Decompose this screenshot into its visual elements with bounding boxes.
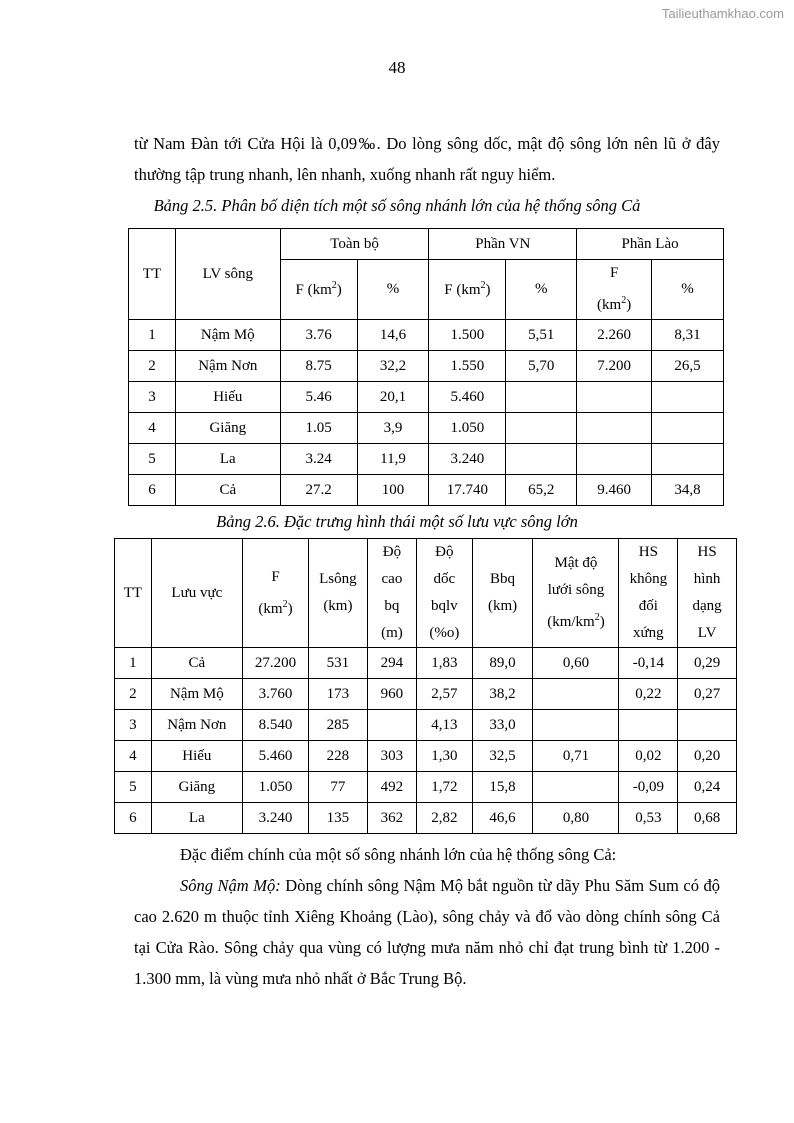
- cell-length: 228: [309, 741, 368, 772]
- cell-tt: 3: [129, 382, 176, 413]
- section-intro: Đặc điểm chính của một số sông nhánh lớn của hệ thống sông Cả:: [180, 845, 617, 864]
- cell-tt: 1: [129, 320, 176, 351]
- cell-width: 32,5: [472, 741, 533, 772]
- cell-slope: 1,72: [417, 772, 473, 803]
- cell-pct_total: 100: [357, 475, 429, 506]
- table2-header-basin: Lưu vực: [151, 539, 242, 648]
- table-row: [129, 351, 724, 382]
- table-row: [115, 710, 737, 741]
- cell-f: 27.200: [242, 648, 308, 679]
- cell-f_total: 1.05: [280, 413, 357, 444]
- cell-f_total: 27.2: [280, 475, 357, 506]
- table-row: [115, 772, 737, 803]
- cell-name: Nậm Nơn: [175, 351, 280, 382]
- cell-pct_lao: [652, 382, 724, 413]
- cell-name: Hiếu: [175, 382, 280, 413]
- cell-f_vn: 5.460: [429, 382, 506, 413]
- cell-shape: 0,20: [678, 741, 737, 772]
- cell-height: 960: [367, 679, 416, 710]
- table2-caption: Bảng 2.6. Đặc trưng hình thái một số lưu vực sông lớn: [216, 512, 578, 531]
- cell-pct_total: 14,6: [357, 320, 429, 351]
- table1-header-f-lao: F $(km^2)$: [577, 260, 652, 320]
- cell-height: 492: [367, 772, 416, 803]
- cell-pct_lao: [652, 444, 724, 475]
- watermark-text: Tailieuthamkhao.com: [661, 6, 784, 21]
- table1-header-tt: TT: [129, 229, 176, 320]
- cell-width: 38,2: [472, 679, 533, 710]
- cell-height: 303: [367, 741, 416, 772]
- cell-slope: 1,30: [417, 741, 473, 772]
- table1-header-pct-vn: %: [506, 260, 577, 320]
- cell-f_vn: 3.240: [429, 444, 506, 475]
- cell-width: 46,6: [472, 803, 533, 834]
- cell-pct_total: 3,9: [357, 413, 429, 444]
- table-row: [115, 803, 737, 834]
- table1-header-pct-total: %: [357, 260, 429, 320]
- table2-header-height: Độ cao bq (m): [367, 539, 416, 648]
- table1-caption: Bảng 2.5. Phân bố diện tích một số sông nhánh lớn của hệ thống sông Cả: [153, 196, 641, 215]
- nam-mo-paragraph: [134, 870, 720, 994]
- cell-f_total: 3.76: [280, 320, 357, 351]
- cell-f_total: 5.46: [280, 382, 357, 413]
- table2-header-asymmetry: HS không đối xứng: [619, 539, 678, 648]
- cell-density: 0,60: [533, 648, 619, 679]
- cell-shape: 0,29: [678, 648, 737, 679]
- cell-length: 531: [309, 648, 368, 679]
- cell-f: 1.050: [242, 772, 308, 803]
- table-row: [129, 413, 724, 444]
- table-row: [129, 444, 724, 475]
- cell-f: 5.460: [242, 741, 308, 772]
- cell-name: Nậm Mộ: [175, 320, 280, 351]
- cell-pct_lao: 8,31: [652, 320, 724, 351]
- cell-tt: 4: [129, 413, 176, 444]
- table2-header-length: Lsông (km): [309, 539, 368, 648]
- table2-header-slope: Độ dốc bqlv (%o): [417, 539, 473, 648]
- cell-pct_vn: [506, 413, 577, 444]
- cell-asym: 0,53: [619, 803, 678, 834]
- cell-slope: 4,13: [417, 710, 473, 741]
- cell-f_lao: 7.200: [577, 351, 652, 382]
- cell-tt: 2: [115, 679, 152, 710]
- cell-pct_total: 11,9: [357, 444, 429, 475]
- cell-name: Cả: [175, 475, 280, 506]
- cell-pct_lao: 26,5: [652, 351, 724, 382]
- cell-tt: 5: [115, 772, 152, 803]
- cell-basin: Nậm Nơn: [151, 710, 242, 741]
- table1-header-river: LV sông: [175, 229, 280, 320]
- cell-f_vn: 1.500: [429, 320, 506, 351]
- table2-header-tt: TT: [115, 539, 152, 648]
- cell-f_lao: [577, 413, 652, 444]
- cell-width: 33,0: [472, 710, 533, 741]
- cell-density: 0,80: [533, 803, 619, 834]
- cell-f: 3.240: [242, 803, 308, 834]
- cell-f_total: 3.24: [280, 444, 357, 475]
- cell-pct_vn: 5,51: [506, 320, 577, 351]
- table-row: [129, 475, 724, 506]
- cell-f_lao: 2.260: [577, 320, 652, 351]
- page-number: 48: [388, 58, 406, 77]
- cell-f_lao: [577, 444, 652, 475]
- cell-width: 15,8: [472, 772, 533, 803]
- table-row: [115, 648, 737, 679]
- cell-length: 77: [309, 772, 368, 803]
- cell-length: 285: [309, 710, 368, 741]
- cell-pct_lao: [652, 413, 724, 444]
- nam-mo-body: Dòng chính sông Nậm Mộ bắt nguồn từ dãy Phu Săm Sum có độ cao 2.620 m thuộc tỉnh Xiêng Khoảng (Lào), sông chảy và đổ vào dòng chính sông Cả tại Cửa Rào. Sông chảy qua vùng có lượng mưa năm nhỏ chỉ đạt trung bình từ 1.200 - 1.300 mm, là vùng mưa nhỏ nhất ở Bắc Trung Bộ.: [134, 876, 721, 988]
- table-row: [115, 679, 737, 710]
- cell-density: [533, 710, 619, 741]
- cell-f_total: 8.75: [280, 351, 357, 382]
- table2-header-area: F $(km^2)$: [242, 539, 308, 648]
- cell-f: 3.760: [242, 679, 308, 710]
- cell-f_lao: 9.460: [577, 475, 652, 506]
- table-row: [115, 741, 737, 772]
- cell-f_vn: 1.550: [429, 351, 506, 382]
- cell-shape: 0,27: [678, 679, 737, 710]
- cell-f: 8.540: [242, 710, 308, 741]
- table1-header-lao: Phần Lào: [577, 229, 724, 260]
- cell-tt: 6: [129, 475, 176, 506]
- cell-width: 89,0: [472, 648, 533, 679]
- cell-basin: Cả: [151, 648, 242, 679]
- cell-tt: 6: [115, 803, 152, 834]
- cell-pct_total: 32,2: [357, 351, 429, 382]
- cell-shape: [678, 710, 737, 741]
- table1-header-pct-lao: %: [652, 260, 724, 320]
- cell-length: 173: [309, 679, 368, 710]
- cell-tt: 5: [129, 444, 176, 475]
- cell-shape: 0,68: [678, 803, 737, 834]
- cell-pct_total: 20,1: [357, 382, 429, 413]
- cell-tt: 2: [129, 351, 176, 382]
- cell-tt: 1: [115, 648, 152, 679]
- cell-pct_vn: 5,70: [506, 351, 577, 382]
- intro-paragraph: từ Nam Đàn tới Cửa Hội là 0,09‰. Do lòng sông dốc, mật độ sông lớn nên lũ ở đây thường tập trung nhanh, lên nhanh, xuống nhanh rất nguy hiểm.: [134, 134, 720, 184]
- table2-header-shape: HS hình dạng LV: [678, 539, 737, 648]
- cell-density: [533, 679, 619, 710]
- table2-header-width: Bbq (km): [472, 539, 533, 648]
- table1-header-total: Toàn bộ: [280, 229, 429, 260]
- cell-density: [533, 772, 619, 803]
- table-row: [129, 320, 724, 351]
- table1-header-vn: Phần VN: [429, 229, 577, 260]
- cell-asym: 0,22: [619, 679, 678, 710]
- cell-height: 362: [367, 803, 416, 834]
- cell-basin: Giăng: [151, 772, 242, 803]
- table1-header-f-vn: F $(km^2)$: [429, 260, 506, 320]
- cell-pct_lao: 34,8: [652, 475, 724, 506]
- area-distribution-table: [128, 228, 724, 506]
- cell-pct_vn: [506, 444, 577, 475]
- cell-f_lao: [577, 382, 652, 413]
- cell-basin: Hiếu: [151, 741, 242, 772]
- cell-shape: 0,24: [678, 772, 737, 803]
- cell-density: 0,71: [533, 741, 619, 772]
- cell-pct_vn: [506, 382, 577, 413]
- cell-slope: 2,57: [417, 679, 473, 710]
- cell-basin: La: [151, 803, 242, 834]
- cell-length: 135: [309, 803, 368, 834]
- cell-asym: [619, 710, 678, 741]
- cell-slope: 1,83: [417, 648, 473, 679]
- cell-asym: -0,09: [619, 772, 678, 803]
- cell-f_vn: 1.050: [429, 413, 506, 444]
- cell-basin: Nậm Mộ: [151, 679, 242, 710]
- table-row: [129, 382, 724, 413]
- cell-tt: 4: [115, 741, 152, 772]
- cell-f_vn: 17.740: [429, 475, 506, 506]
- cell-tt: 3: [115, 710, 152, 741]
- cell-asym: 0,02: [619, 741, 678, 772]
- nam-mo-title: Sông Nậm Mộ:: [180, 876, 281, 895]
- table1-header-f-total: F $(km^2)$: [280, 260, 357, 320]
- cell-name: La: [175, 444, 280, 475]
- cell-pct_vn: 65,2: [506, 475, 577, 506]
- cell-slope: 2,82: [417, 803, 473, 834]
- cell-asym: -0,14: [619, 648, 678, 679]
- cell-height: [367, 710, 416, 741]
- cell-height: 294: [367, 648, 416, 679]
- table2-header-density: Mật độ lưới sông $(km/km^2)$: [533, 539, 619, 648]
- cell-name: Giăng: [175, 413, 280, 444]
- basin-morphology-table: [114, 538, 737, 834]
